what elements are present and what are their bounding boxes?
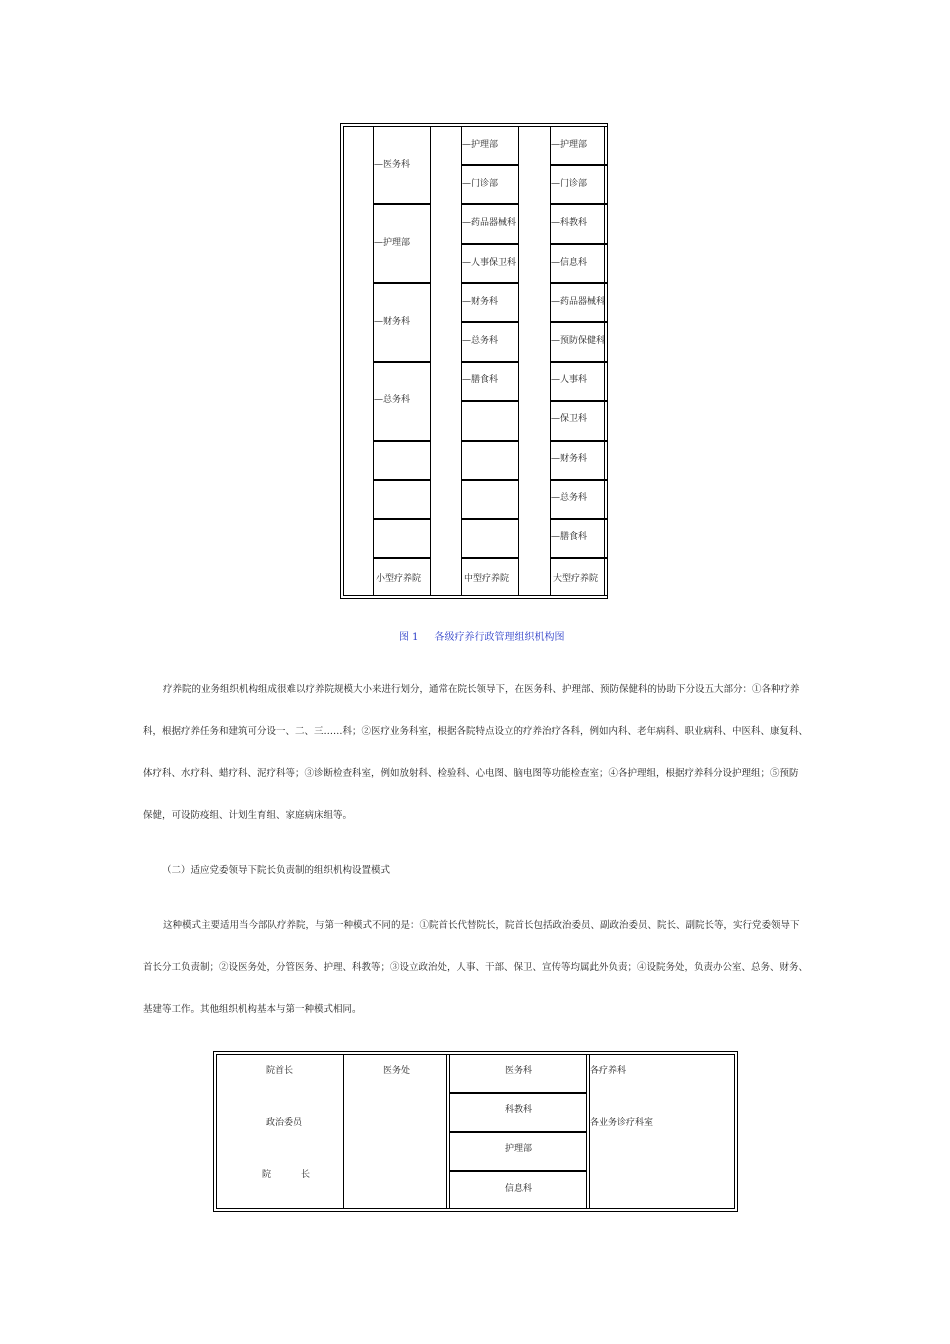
medium-cell [461, 283, 519, 322]
large-cell [550, 519, 608, 558]
large-cell-label: —人事科 [551, 375, 588, 385]
section-heading: （二）适应党委领导下院长负责制的组织机构设置模式 [162, 865, 391, 876]
figure-1-caption-number: 图 1 [399, 632, 419, 643]
leader-label: 院首长 [266, 1066, 294, 1076]
divider [589, 1054, 590, 1209]
large-cell-label: —保卫科 [551, 414, 588, 424]
medium-cell-empty [461, 441, 519, 480]
medium-cell [461, 165, 519, 204]
large-cell [550, 480, 608, 519]
large-cell [550, 441, 608, 480]
large-cell [550, 165, 608, 204]
small-cell-empty [373, 519, 431, 558]
medium-cell-label: —膳食科 [462, 375, 499, 385]
large-cell [550, 322, 608, 362]
large-cell-label: —护理部 [551, 140, 588, 150]
medium-cell [461, 204, 519, 244]
large-cell [550, 401, 608, 441]
small-cell-empty [373, 441, 431, 480]
medium-cell-label: —人事保卫科 [462, 258, 517, 268]
divider [343, 1054, 344, 1209]
medium-cell [461, 244, 519, 283]
medium-cell-label: —总务科 [462, 336, 499, 346]
dept-label: 信息科 [505, 1184, 533, 1194]
small-cell [373, 126, 431, 204]
small-cell-label: —护理部 [374, 238, 411, 248]
leader-label: 政治委员 [266, 1118, 303, 1128]
paragraph-line: 疗养院的业务组织机构组成很难以疗养院规模大小来进行划分，通常在院长领导下，在医务科、护理部、预防保健科的协助下分设五大部分：①各种疗养 [163, 684, 800, 695]
large-cell [550, 362, 608, 401]
figure-1-caption-title: 各级疗养行政管理组织机构图 [434, 632, 565, 643]
medium-cell-label: —护理部 [462, 140, 499, 150]
divider [446, 1054, 447, 1209]
paragraph-line: 体疗科、水疗科、蜡疗科、泥疗科等；③诊断检查科室，例如放射科、检验科、心电图、脑电图等功能检查室；④各护理组，根据疗养科分设护理组；⑤预防 [143, 768, 799, 779]
office-label: 医务处 [383, 1066, 411, 1076]
large-cell [550, 204, 608, 244]
medium-footer-cell [461, 558, 519, 596]
large-cell-label: —门诊部 [551, 179, 588, 189]
medium-cell [461, 322, 519, 362]
footer-medium-label: 中型疗养院 [464, 574, 510, 584]
dept-label: 科教科 [505, 1105, 533, 1115]
right-label: 各业务诊疗科室 [590, 1118, 654, 1128]
small-cell [373, 283, 431, 362]
small-cell-label: —财务科 [374, 317, 411, 327]
small-cell [373, 362, 431, 441]
small-cell-empty [373, 480, 431, 519]
large-cell [550, 244, 608, 283]
medium-cell-empty [461, 480, 519, 519]
paragraph-line: 保健，可设防疫组、计划生育组、家庭病床组等。 [143, 810, 353, 821]
paragraph-line: 这种模式主要适用当今部队疗养院，与第一种模式不同的是：①院首长代替院长，院首长包括政治委员、副政治委员、院长、副院长等，实行党委领导下 [163, 920, 800, 931]
large-cell-label: —预防保健科 [551, 336, 606, 346]
medium-cell [461, 126, 519, 165]
large-cell [550, 126, 608, 165]
medium-cell-label: —门诊部 [462, 179, 499, 189]
paragraph-line: 科，根据疗养任务和建筑可分设一、二、三……科；②医疗业务科室，根据各院特点设立的疗养治疗各科，例如内科、老年病科、职业病科、中医科、康复科、 [143, 726, 809, 737]
large-cell-label: —总务科 [551, 493, 588, 503]
large-footer-cell [550, 558, 608, 596]
small-cell-label: —总务科 [374, 395, 411, 405]
footer-large-label: 大型疗养院 [553, 574, 599, 584]
large-cell-label: —药品器械科 [551, 297, 606, 307]
dept-label: 医务科 [505, 1066, 533, 1076]
small-cell-label: —医务科 [374, 160, 411, 170]
medium-cell-empty [461, 401, 519, 441]
large-cell-label: —科教科 [551, 218, 588, 228]
large-cell-label: —信息科 [551, 258, 588, 268]
right-label: 各疗养科 [590, 1066, 627, 1076]
large-cell [550, 283, 608, 322]
footer-small-label: 小型疗养院 [376, 574, 422, 584]
medium-cell-label: —药品器械科 [462, 218, 517, 228]
dept-label: 护理部 [505, 1144, 533, 1154]
medium-cell [461, 362, 519, 401]
large-cell-label: —膳食科 [551, 532, 588, 542]
medium-cell-label: —财务科 [462, 297, 499, 307]
paragraph-line: 基建等工作。其他组织机构基本与第一种模式相同。 [143, 1004, 362, 1015]
leader-label: 院 [262, 1170, 272, 1180]
figure-1-caption [399, 628, 565, 643]
large-cell-label: —财务科 [551, 454, 588, 464]
small-cell [373, 204, 431, 283]
paragraph-line: 首长分工负责制；②设医务处，分管医务、护理、科教等；③设立政治处，人事、干部、保卫、宣传等均属此外负责；④设院务处，负责办公室、总务、财务、 [143, 962, 809, 973]
small-footer-cell [373, 558, 431, 596]
medium-cell-empty [461, 519, 519, 558]
leader-label: 长 [301, 1170, 311, 1180]
